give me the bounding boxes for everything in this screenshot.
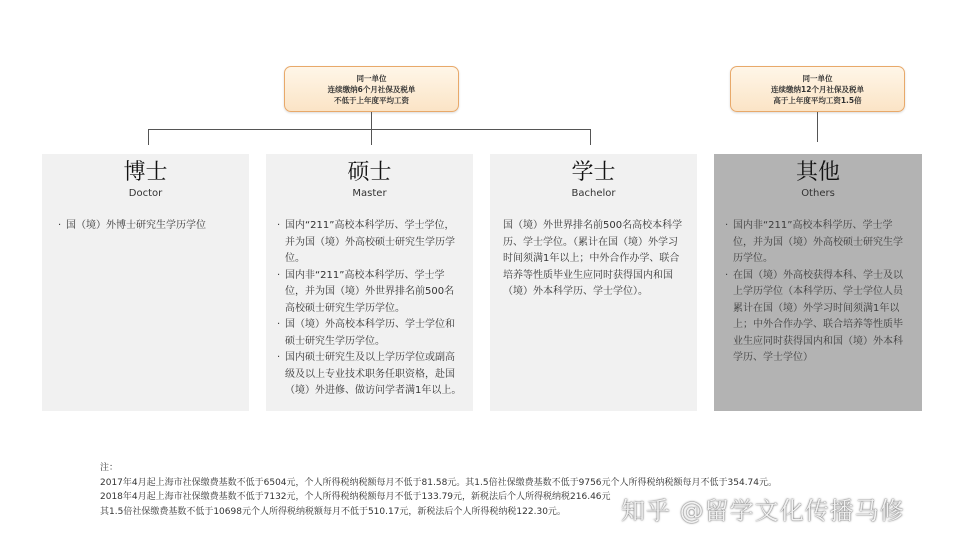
note-line: 注： [100, 463, 119, 473]
card-master [266, 154, 473, 411]
list-item [727, 268, 912, 367]
card-doctor [42, 154, 249, 411]
connector-vertical-left [371, 112, 372, 130]
card-title: 硕士 [347, 160, 392, 185]
list-item [279, 218, 463, 268]
bullet-icon: · [277, 319, 281, 330]
bullet-icon: · [725, 269, 729, 281]
list-item [279, 350, 463, 400]
card-subtitle: Doctor [128, 188, 163, 199]
card-items [503, 218, 687, 301]
requirement-line: 同一单位 [356, 73, 387, 83]
requirement-line: 同一单位 [802, 73, 833, 83]
list-item [727, 218, 912, 268]
requirement-line: 高于上年度平均工资1.5倍 [773, 95, 862, 105]
card-title: 其他 [795, 160, 840, 185]
connector-horizontal [148, 129, 591, 130]
card-others [714, 154, 922, 411]
bullet-icon: · [277, 352, 281, 363]
note-line: 其1.5倍社保缴费基数不低于10698元个人所得税纳税额每月不低于510.17元，新税法后个人所得税纳税122.30元。 [100, 506, 566, 517]
note-line: 2018年4月起上海市社保缴费基数不低于7132元，个人所得税纳税额每月不低于133.79元，新税法后个人所得税纳税216.46元 [100, 492, 611, 502]
bullet-icon: · [277, 269, 281, 281]
note-line: 2017年4月起上海市社保缴费基数不低于6504元，个人所得税纳税额每月不低于81.58元。其1.5倍社保缴费基数不低于9756元个人所得税纳税额每月不低于354.74元。 [100, 477, 778, 488]
item-text: 国内“211”高校本科学历、学士学位，并为国（境）外高校硕士研究生学历学位。 [285, 220, 455, 264]
card-text: 国（境）外世界排名前500名高校本科学历、学士学位。（累计在国（境）外学习时间须满1年以上；中外合作办学、联合培养等性质毕业生应同时获得国内和国（境）外本科学历、学士学位）。 [503, 220, 683, 297]
list-item [279, 268, 463, 318]
item-text: 国内非“211”高校本科学历、学士学位，并为国（境）外世界排名前500名高校硕士研究生学历学位。 [285, 269, 455, 314]
requirement-line: 连续缴纳12个月社保及税单 [771, 84, 864, 94]
bullet-icon: · [725, 220, 729, 231]
card-subtitle: Master [352, 188, 387, 199]
bullet-icon: · [58, 220, 62, 231]
item-text: 国（境）外博士研究生学历学位 [66, 220, 206, 231]
card-items [60, 218, 239, 235]
card-items [727, 218, 912, 367]
item-text: 国（境）外高校本科学历、学士学位和硕士研究生学历学位。 [285, 319, 455, 347]
connector-drop-master [371, 129, 372, 145]
connector-vertical-right [817, 112, 818, 142]
item-text: 在国（境）外高校获得本科、学士及以上学历学位（本科学历、学士学位人员累计在国（境）外学习时间须满1年以上；中外合作办学、联合培养等性质毕业生应同时获得国内和国（境）外本科学历、学士学位） [733, 269, 903, 363]
connector-drop-doctor [148, 129, 149, 145]
list-item [60, 218, 239, 235]
watermark: 知乎 @留学文化传播马修 [621, 497, 905, 525]
card-bachelor [490, 154, 697, 411]
card-subtitle: Others [801, 188, 835, 199]
requirement-line: 不低于上年度平均工资 [334, 95, 409, 105]
item-text: 国内硕士研究生及以上学历学位或副高级及以上专业技术职务任职资格，赴国（境）外进修、做访问学者满1年以上。 [285, 352, 462, 396]
connector-drop-bachelor [590, 129, 591, 145]
card-title: 学士 [571, 160, 616, 185]
bullet-icon: · [277, 220, 281, 231]
card-items [279, 218, 463, 400]
requirement-box-left [284, 66, 459, 112]
list-item [279, 317, 463, 350]
card-title: 博士 [123, 160, 168, 185]
requirement-line: 连续缴纳6个月社保及税单 [327, 84, 416, 94]
card-subtitle: Bachelor [571, 188, 616, 199]
item-text: 国内非“211”高校本科学历、学士学位，并为国（境）外高校硕士研究生学历学位。 [733, 220, 903, 264]
requirement-box-right [730, 66, 905, 112]
